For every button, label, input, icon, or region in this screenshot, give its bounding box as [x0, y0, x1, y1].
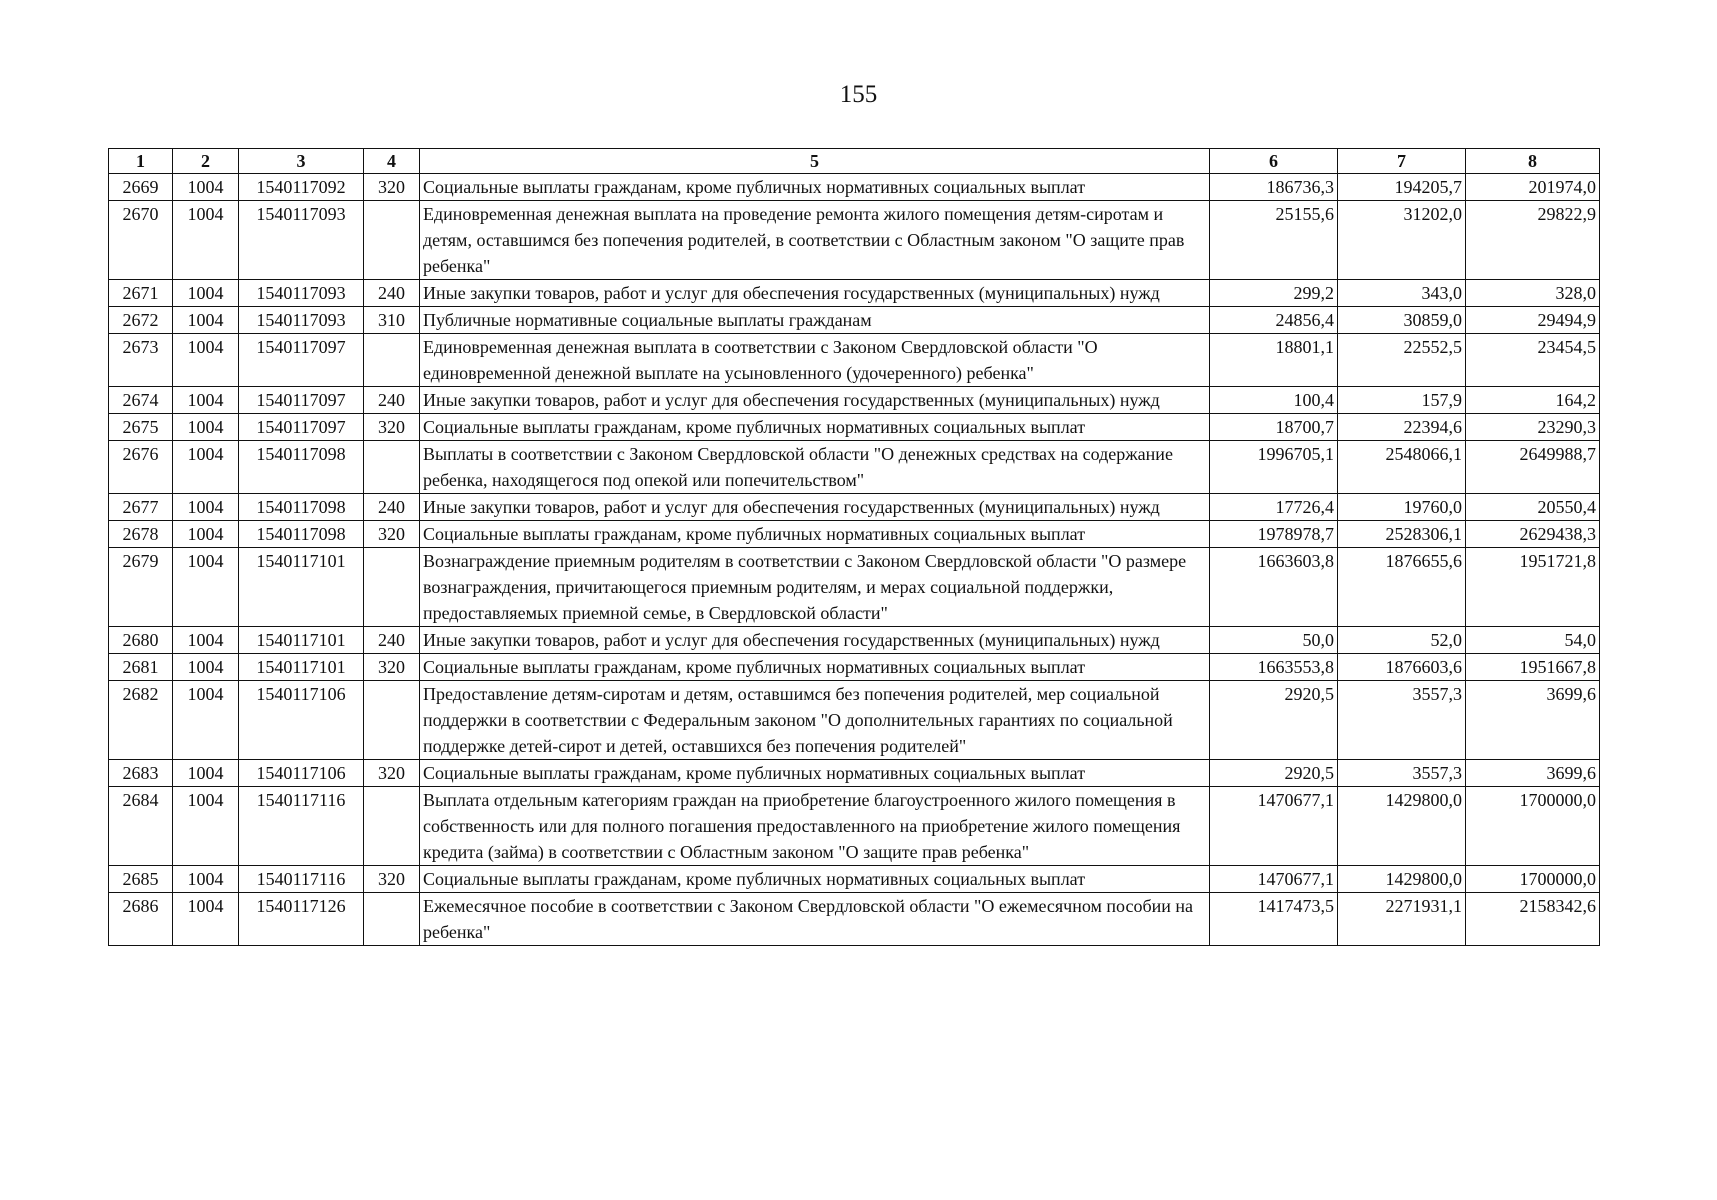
target-article-cell: 1540117098 [239, 494, 364, 521]
description-cell: Предоставление детям-сиротам и детям, оставшимся без попечения родителей, мер социальной поддержки в соответствии с Федеральным законом "О дополнительных гарантиях по социальной поддержке детей-сирот и детей, оставшихся без попечения родителей" [420, 681, 1210, 760]
row-number-cell: 2680 [109, 627, 173, 654]
amount-year-3-cell: 2629438,3 [1466, 521, 1600, 548]
column-header: 8 [1466, 149, 1600, 174]
amount-year-3-cell: 23454,5 [1466, 334, 1600, 387]
expense-type-cell: 240 [364, 387, 420, 414]
column-header: 2 [173, 149, 239, 174]
amount-year-1-cell: 17726,4 [1210, 494, 1338, 521]
description-cell: Выплата отдельным категориям граждан на приобретение благоустроенного жилого помещения в собственность или для полного погашения предоставленного на приобретение жилого помещения кредита (займа) в соответствии с Областным законом "О защите прав ребенка" [420, 787, 1210, 866]
column-header: 3 [239, 149, 364, 174]
amount-year-1-cell: 1417473,5 [1210, 893, 1338, 946]
target-article-cell: 1540117093 [239, 307, 364, 334]
section-code-cell: 1004 [173, 441, 239, 494]
table-row [109, 787, 1600, 866]
expense-type-cell: 240 [364, 494, 420, 521]
section-code-cell: 1004 [173, 760, 239, 787]
table-row [109, 627, 1600, 654]
table-body [109, 174, 1600, 946]
description-cell: Социальные выплаты гражданам, кроме публичных нормативных социальных выплат [420, 654, 1210, 681]
description-cell: Иные закупки товаров, работ и услуг для обеспечения государственных (муниципальных) нужд [420, 280, 1210, 307]
target-article-cell: 1540117101 [239, 654, 364, 681]
section-code-cell: 1004 [173, 893, 239, 946]
row-number-cell: 2678 [109, 521, 173, 548]
column-header: 6 [1210, 149, 1338, 174]
expense-type-cell: 310 [364, 307, 420, 334]
row-number-cell: 2677 [109, 494, 173, 521]
amount-year-3-cell: 1951721,8 [1466, 548, 1600, 627]
description-cell: Социальные выплаты гражданам, кроме публичных нормативных социальных выплат [420, 760, 1210, 787]
table-row [109, 893, 1600, 946]
row-number-cell: 2671 [109, 280, 173, 307]
amount-year-1-cell: 24856,4 [1210, 307, 1338, 334]
expense-type-cell [364, 681, 420, 760]
expense-type-cell: 320 [364, 521, 420, 548]
row-number-cell: 2673 [109, 334, 173, 387]
section-code-cell: 1004 [173, 654, 239, 681]
amount-year-1-cell: 25155,6 [1210, 201, 1338, 280]
table-row [109, 280, 1600, 307]
expense-type-cell: 240 [364, 627, 420, 654]
amount-year-1-cell: 50,0 [1210, 627, 1338, 654]
amount-year-3-cell: 3699,6 [1466, 681, 1600, 760]
table-row [109, 201, 1600, 280]
column-header: 4 [364, 149, 420, 174]
budget-table [108, 148, 1600, 946]
column-header: 1 [109, 149, 173, 174]
expense-type-cell [364, 787, 420, 866]
table-row [109, 441, 1600, 494]
target-article-cell: 1540117106 [239, 760, 364, 787]
description-cell: Выплаты в соответствии с Законом Свердловской области "О денежных средствах на содержание ребенка, находящегося под опекой или попечительством" [420, 441, 1210, 494]
expense-type-cell: 320 [364, 174, 420, 201]
row-number-cell: 2669 [109, 174, 173, 201]
description-cell: Публичные нормативные социальные выплаты гражданам [420, 307, 1210, 334]
amount-year-1-cell: 18801,1 [1210, 334, 1338, 387]
target-article-cell: 1540117126 [239, 893, 364, 946]
target-article-cell: 1540117098 [239, 521, 364, 548]
page-number: 155 [839, 81, 878, 108]
amount-year-3-cell: 1700000,0 [1466, 866, 1600, 893]
amount-year-2-cell: 22552,5 [1338, 334, 1466, 387]
target-article-cell: 1540117098 [239, 441, 364, 494]
section-code-cell: 1004 [173, 787, 239, 866]
description-cell: Социальные выплаты гражданам, кроме публичных нормативных социальных выплат [420, 414, 1210, 441]
row-number-cell: 2682 [109, 681, 173, 760]
section-code-cell: 1004 [173, 280, 239, 307]
expense-type-cell: 240 [364, 280, 420, 307]
table-row [109, 521, 1600, 548]
amount-year-3-cell: 1951667,8 [1466, 654, 1600, 681]
expense-type-cell [364, 334, 420, 387]
amount-year-3-cell: 164,2 [1466, 387, 1600, 414]
row-number-cell: 2674 [109, 387, 173, 414]
row-number-cell: 2676 [109, 441, 173, 494]
table-row [109, 414, 1600, 441]
amount-year-2-cell: 1876603,6 [1338, 654, 1466, 681]
row-number-cell: 2672 [109, 307, 173, 334]
amount-year-1-cell: 1978978,7 [1210, 521, 1338, 548]
target-article-cell: 1540117101 [239, 627, 364, 654]
row-number-cell: 2681 [109, 654, 173, 681]
amount-year-3-cell: 3699,6 [1466, 760, 1600, 787]
table-row [109, 307, 1600, 334]
description-cell: Иные закупки товаров, работ и услуг для обеспечения государственных (муниципальных) нужд [420, 627, 1210, 654]
description-cell: Иные закупки товаров, работ и услуг для обеспечения государственных (муниципальных) нужд [420, 387, 1210, 414]
section-code-cell: 1004 [173, 334, 239, 387]
amount-year-2-cell: 31202,0 [1338, 201, 1466, 280]
target-article-cell: 1540117101 [239, 548, 364, 627]
section-code-cell: 1004 [173, 548, 239, 627]
target-article-cell: 1540117097 [239, 414, 364, 441]
amount-year-3-cell: 20550,4 [1466, 494, 1600, 521]
amount-year-2-cell: 343,0 [1338, 280, 1466, 307]
description-cell: Социальные выплаты гражданам, кроме публичных нормативных социальных выплат [420, 174, 1210, 201]
description-cell: Единовременная денежная выплата на проведение ремонта жилого помещения детям-сиротам и детям, оставшимся без попечения родителей, в соответствии с Областным законом "О защите прав ребенка" [420, 201, 1210, 280]
row-number-cell: 2684 [109, 787, 173, 866]
section-code-cell: 1004 [173, 174, 239, 201]
amount-year-1-cell: 1996705,1 [1210, 441, 1338, 494]
amount-year-2-cell: 157,9 [1338, 387, 1466, 414]
row-number-cell: 2683 [109, 760, 173, 787]
section-code-cell: 1004 [173, 387, 239, 414]
target-article-cell: 1540117093 [239, 201, 364, 280]
description-cell: Социальные выплаты гражданам, кроме публичных нормативных социальных выплат [420, 521, 1210, 548]
target-article-cell: 1540117092 [239, 174, 364, 201]
table-row [109, 654, 1600, 681]
amount-year-2-cell: 2271931,1 [1338, 893, 1466, 946]
amount-year-1-cell: 2920,5 [1210, 681, 1338, 760]
expense-type-cell: 320 [364, 760, 420, 787]
description-cell: Социальные выплаты гражданам, кроме публичных нормативных социальных выплат [420, 866, 1210, 893]
amount-year-2-cell: 30859,0 [1338, 307, 1466, 334]
expense-type-cell [364, 893, 420, 946]
amount-year-1-cell: 1663553,8 [1210, 654, 1338, 681]
amount-year-2-cell: 3557,3 [1338, 760, 1466, 787]
amount-year-2-cell: 2548066,1 [1338, 441, 1466, 494]
amount-year-1-cell: 1663603,8 [1210, 548, 1338, 627]
description-cell: Вознаграждение приемным родителям в соответствии с Законом Свердловской области "О размере вознаграждения, причитающегося приемным родителям, и мерах социальной поддержки, предоставляемых приемной семье, в Свердловской области" [420, 548, 1210, 627]
amount-year-3-cell: 29494,9 [1466, 307, 1600, 334]
amount-year-2-cell: 3557,3 [1338, 681, 1466, 760]
amount-year-2-cell: 22394,6 [1338, 414, 1466, 441]
description-cell: Иные закупки товаров, работ и услуг для обеспечения государственных (муниципальных) нужд [420, 494, 1210, 521]
table-row [109, 494, 1600, 521]
row-number-cell: 2685 [109, 866, 173, 893]
amount-year-3-cell: 29822,9 [1466, 201, 1600, 280]
amount-year-1-cell: 1470677,1 [1210, 866, 1338, 893]
section-code-cell: 1004 [173, 627, 239, 654]
row-number-cell: 2679 [109, 548, 173, 627]
amount-year-2-cell: 194205,7 [1338, 174, 1466, 201]
amount-year-1-cell: 100,4 [1210, 387, 1338, 414]
expense-type-cell [364, 441, 420, 494]
table-row [109, 760, 1600, 787]
amount-year-1-cell: 299,2 [1210, 280, 1338, 307]
amount-year-2-cell: 1429800,0 [1338, 866, 1466, 893]
amount-year-3-cell: 54,0 [1466, 627, 1600, 654]
table-row [109, 387, 1600, 414]
expense-type-cell [364, 201, 420, 280]
amount-year-2-cell: 1876655,6 [1338, 548, 1466, 627]
amount-year-3-cell: 201974,0 [1466, 174, 1600, 201]
target-article-cell: 1540117106 [239, 681, 364, 760]
row-number-cell: 2670 [109, 201, 173, 280]
target-article-cell: 1540117093 [239, 280, 364, 307]
target-article-cell: 1540117097 [239, 334, 364, 387]
description-cell: Ежемесячное пособие в соответствии с Законом Свердловской области "О ежемесячном пособии на ребенка" [420, 893, 1210, 946]
section-code-cell: 1004 [173, 681, 239, 760]
amount-year-2-cell: 52,0 [1338, 627, 1466, 654]
amount-year-1-cell: 2920,5 [1210, 760, 1338, 787]
amount-year-2-cell: 2528306,1 [1338, 521, 1466, 548]
amount-year-1-cell: 1470677,1 [1210, 787, 1338, 866]
table-row [109, 334, 1600, 387]
section-code-cell: 1004 [173, 414, 239, 441]
table-row [109, 174, 1600, 201]
table-row [109, 681, 1600, 760]
table-row [109, 548, 1600, 627]
row-number-cell: 2686 [109, 893, 173, 946]
section-code-cell: 1004 [173, 866, 239, 893]
amount-year-3-cell: 23290,3 [1466, 414, 1600, 441]
header-row [109, 149, 1600, 174]
table-row [109, 866, 1600, 893]
expense-type-cell [364, 548, 420, 627]
section-code-cell: 1004 [173, 494, 239, 521]
section-code-cell: 1004 [173, 521, 239, 548]
expense-type-cell: 320 [364, 414, 420, 441]
amount-year-3-cell: 328,0 [1466, 280, 1600, 307]
expense-type-cell: 320 [364, 866, 420, 893]
amount-year-1-cell: 186736,3 [1210, 174, 1338, 201]
target-article-cell: 1540117116 [239, 787, 364, 866]
amount-year-2-cell: 19760,0 [1338, 494, 1466, 521]
expense-type-cell: 320 [364, 654, 420, 681]
amount-year-3-cell: 2649988,7 [1466, 441, 1600, 494]
amount-year-3-cell: 2158342,6 [1466, 893, 1600, 946]
target-article-cell: 1540117116 [239, 866, 364, 893]
target-article-cell: 1540117097 [239, 387, 364, 414]
row-number-cell: 2675 [109, 414, 173, 441]
section-code-cell: 1004 [173, 307, 239, 334]
column-header: 5 [420, 149, 1210, 174]
section-code-cell: 1004 [173, 201, 239, 280]
column-header: 7 [1338, 149, 1466, 174]
amount-year-2-cell: 1429800,0 [1338, 787, 1466, 866]
description-cell: Единовременная денежная выплата в соответствии с Законом Свердловской области "О единовременной денежной выплате на усыновленного (удочеренного) ребенка" [420, 334, 1210, 387]
amount-year-3-cell: 1700000,0 [1466, 787, 1600, 866]
amount-year-1-cell: 18700,7 [1210, 414, 1338, 441]
